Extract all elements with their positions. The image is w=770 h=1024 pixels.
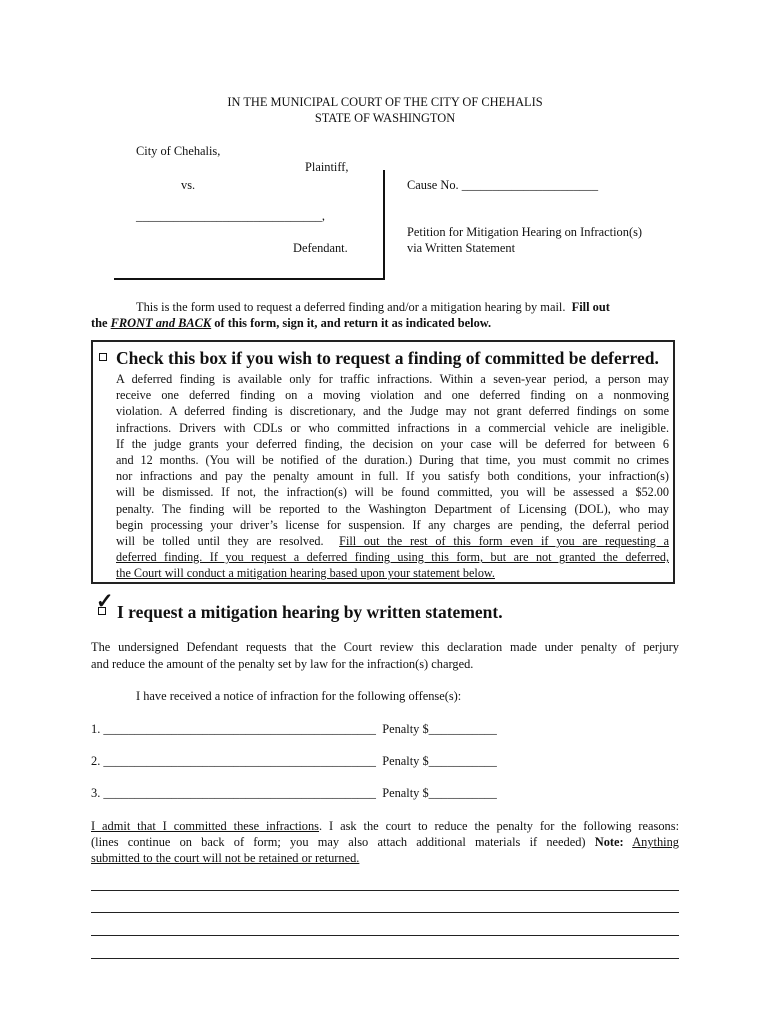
deferred-line-8: will be dismissed. If not, the infraction(s) will be found committed, you will be assessed a $52.00 [116,485,669,500]
versus-label: vs. [181,178,196,192]
deferred-line-13: the Court will conduct a mitigation hearing based upon your statement below. [116,566,495,581]
deferred-body [116,371,669,582]
plaintiff-name: City of Chehalis, [136,144,221,158]
penalty-field[interactable]: Penalty $___________ [382,754,497,768]
deferred-line-5: If the judge grants your deferred finding, the decision on your case will be deferred for between 6 [116,436,669,451]
deferred-line-9: penalty. The finding will be reported to the Washington Department of Licensing (DOL), who may [116,501,669,516]
offense-field[interactable]: ____________________________________________ [103,786,376,800]
deferred-line-1: A deferred finding is available only for traffic infractions. Within a seven-year period, a person may [116,372,669,386]
petition-title-line1: Petition for Mitigation Hearing on Infraction(s) [407,225,643,239]
deferred-line-10: begin processing your driver’s license for suspension. If any charges are pending, the deferral period [116,517,669,532]
reason-line-4[interactable] [91,958,679,959]
penalty-field[interactable]: Penalty $___________ [382,722,497,736]
offense-field[interactable]: ____________________________________________ [103,754,376,768]
offense-field[interactable]: ____________________________________________ [103,722,376,736]
deferred-line-3: violation. A deferred finding is discretionary, and the Judge may not grant deferred findings on some [116,404,669,419]
admit-note-label: Note: [594,835,624,849]
deferred-line-2: receive one deferred finding on a moving violation and one deferred finding on a nonmoving [116,388,669,403]
offense-row-3 [91,786,497,801]
deferred-fill-out-notice: Fill out the rest of this form even if you are requesting a [339,534,670,549]
intro-line1 [136,300,610,315]
front-and-back-emphasis: FRONT and BACK [110,316,212,330]
caption-horizontal-rule [114,278,385,280]
defendant-name-field[interactable]: ______________________________, [136,209,325,223]
court-state: STATE OF WASHINGTON [314,111,456,125]
admit-line1 [91,819,679,834]
admit-lines-continue: (lines continue on back of form; you may also attach additional materials if needed) [91,835,586,849]
deferred-line-4: infractions. Drivers with CDLs or who committed infractions in a commercial vehicle are ineligible. [116,420,669,435]
reason-line-3[interactable] [91,935,679,936]
offense-intro: I have received a notice of infraction for the following offense(s): [136,689,462,703]
deferred-checkbox[interactable] [99,353,107,361]
admit-request: . I ask the court to reduce the penalty for the following reasons: [319,819,680,833]
admit-line3: submitted to the court will not be retained or returned. [91,851,360,865]
admit-line2 [91,835,679,850]
offense-row-2 [91,754,497,769]
plaintiff-label: Plaintiff, [305,160,349,174]
deferred-line-11 [116,533,669,549]
intro-instructions: of this form, sign it, and return it as indicated below. [214,316,492,330]
intro-fill-out: Fill out [571,300,610,314]
deferred-tolled-text: will be tolled until they are resolved. [116,534,324,549]
admit-note-text: Anything [632,835,679,849]
deferred-line-7: nor infractions and pay the penalty amount in full. If you satisfy both conditions, your infraction(s) [116,469,669,484]
offense-row-1 [91,722,497,737]
intro-text: This is the form used to request a deferred finding and/or a mitigation hearing by mail. [136,300,566,314]
offense-number: 2. [91,754,101,768]
intro-line2 [91,316,491,331]
reason-line-1[interactable] [91,890,679,891]
mitigation-para-line2: and reduce the amount of the penalty set by law for the infraction(s) charged. [91,657,474,671]
caption-vertical-rule [383,170,385,280]
cause-number-field[interactable]: Cause No. ______________________ [407,178,599,192]
check-mark-icon: ✓ [96,589,114,613]
mitigation-heading: I request a mitigation hearing by written statement. [117,602,503,622]
reason-line-2[interactable] [91,912,679,913]
offense-number: 3. [91,786,101,800]
deferred-line-12: deferred finding. If you request a deferred finding using this form, but are not granted the deferred, [116,550,669,565]
court-name: IN THE MUNICIPAL COURT OF THE CITY OF CHEHALIS [227,95,543,109]
deferred-line-6: and 12 months. (You will be notified of the duration.) During that time, you must commit no crimes [116,453,669,468]
intro-the: the [91,316,108,330]
penalty-field[interactable]: Penalty $___________ [382,786,497,800]
petition-title-line2: via Written Statement [407,241,516,255]
admit-statement: I admit that I committed these infractions [91,819,320,833]
defendant-label: Defendant. [293,241,348,255]
offense-number: 1. [91,722,101,736]
mitigation-para-line1: The undersigned Defendant requests that the Court review this declaration made under penalty of perjury [91,640,679,654]
deferred-heading: Check this box if you wish to request a finding of committed be deferred. [116,348,659,368]
